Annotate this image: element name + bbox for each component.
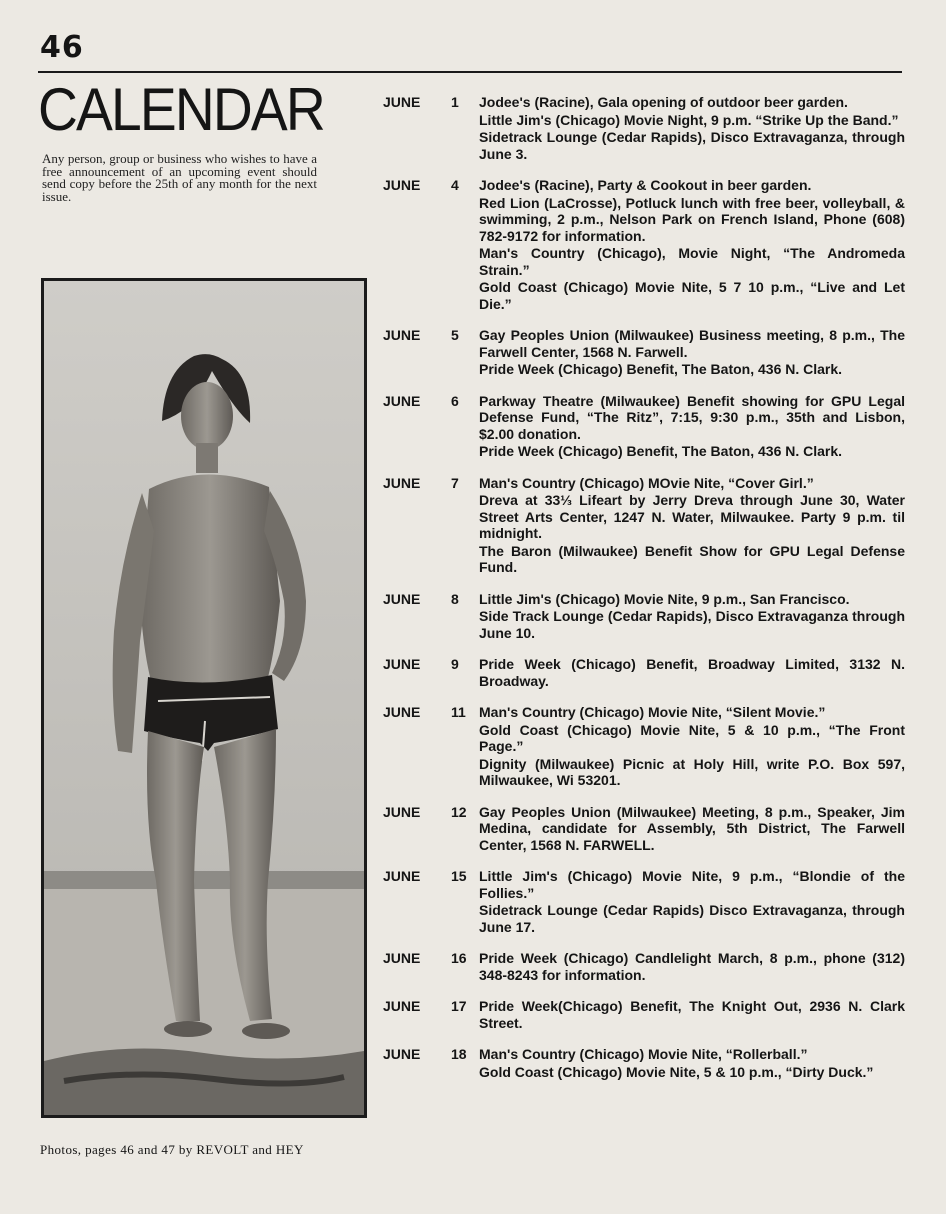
- entry-date: [383, 868, 479, 936]
- event-text: Man's Country (Chicago) MOvie Nite, “Cover Girl.”: [479, 474, 814, 491]
- event-text: Pride Week (Chicago) Candlelight March, 8 p.m., phone (312) 348-8243 for information.: [479, 950, 905, 983]
- entry-events: [479, 950, 905, 984]
- calendar-entry: [383, 998, 905, 1032]
- entry-month: JUNE: [383, 704, 421, 720]
- entry-month: JUNE: [383, 950, 421, 966]
- calendar-entry: [383, 1046, 905, 1081]
- entry-day: 6: [451, 392, 459, 409]
- entry-month: JUNE: [383, 868, 421, 884]
- event-text: Man's Country (Chicago) Movie Nite, “Rollerball.”: [479, 1046, 808, 1062]
- calendar-entry: [383, 591, 905, 643]
- entry-date: [383, 475, 479, 577]
- entry-day: 15: [451, 868, 467, 884]
- calendar-entry: [383, 177, 905, 313]
- entry-month: JUNE: [383, 998, 421, 1014]
- entry-day: 1: [451, 94, 459, 110]
- event-text: The Baron (Milwaukee) Benefit Show for GPU Legal Defense Fund.: [479, 542, 905, 575]
- event-text: Gold Coast (Chicago) Movie Nite, 5 7 10 p.m., “Live and Let Die.”: [479, 279, 905, 312]
- entry-events: [479, 591, 905, 643]
- entry-month: JUNE: [383, 177, 421, 193]
- event-text: Little Jim's (Chicago) Movie Night, 9 p.m. “Strike Up the Band.”: [479, 111, 899, 128]
- event-text: Side Track Lounge (Cedar Rapids), Disco Extravaganza through June 10.: [479, 608, 905, 641]
- entry-date: [383, 591, 479, 643]
- event-text: Pride Week (Chicago) Benefit, The Baton, 436 N. Clark.: [479, 443, 843, 459]
- entry-events: [479, 1046, 905, 1081]
- calendar-entry: [383, 327, 905, 379]
- entry-events: [479, 177, 905, 313]
- entry-date: [383, 177, 479, 313]
- entry-month: JUNE: [383, 474, 421, 491]
- entry-date: [383, 327, 479, 379]
- photo-illustration: [44, 281, 364, 1115]
- calendar-entry: [383, 393, 905, 461]
- calendar-list: [383, 94, 905, 1095]
- event-text: Gold Coast (Chicago) Movie Nite, 5 & 10 p.m., “Dirty Duck.”: [479, 1063, 874, 1080]
- page-title: CALENDAR: [38, 76, 324, 143]
- entry-day: 17: [451, 998, 467, 1014]
- entry-events: [479, 804, 905, 855]
- entry-month: JUNE: [383, 803, 421, 820]
- entry-events: [479, 327, 905, 379]
- entry-day: 12: [451, 803, 467, 820]
- event-text: Jodee's (Racine), Gala opening of outdoor beer garden.: [479, 94, 848, 110]
- event-text: Little Jim's (Chicago) Movie Nite, 9 p.m., San Francisco.: [479, 590, 850, 607]
- entry-date: [383, 656, 479, 690]
- event-text: Sidetrack Lounge (Cedar Rapids), Disco Extravaganza, through June 3.: [479, 129, 905, 162]
- entry-events: [479, 868, 905, 936]
- event-text: Little Jim's (Chicago) Movie Nite, 9 p.m., “Blondie of the Follies.”: [479, 868, 905, 901]
- event-text: Gold Coast (Chicago) Movie Nite, 5 & 10 p.m., “The Front Page.”: [479, 721, 905, 754]
- entry-date: [383, 393, 479, 461]
- entry-month: JUNE: [383, 590, 421, 607]
- entry-month: JUNE: [383, 327, 421, 343]
- event-text: Man's Country (Chicago) Movie Nite, “Silent Movie.”: [479, 704, 826, 720]
- entry-day: 5: [451, 327, 459, 343]
- entry-events: [479, 475, 905, 577]
- entry-date: [383, 94, 479, 163]
- event-text: Pride Week(Chicago) Benefit, The Knight Out, 2936 N. Clark Street.: [479, 998, 905, 1031]
- calendar-entry: [383, 950, 905, 984]
- entry-day: 11: [451, 704, 466, 720]
- calendar-entry: [383, 804, 905, 855]
- entry-date: [383, 1046, 479, 1081]
- event-text: Dignity (Milwaukee) Picnic at Holy Hill, write P.O. Box 597, Milwaukee, Wi 53201.: [479, 755, 905, 788]
- event-text: Gay Peoples Union (Milwaukee) Meeting, 8 p.m., Speaker, Jim Medina, candidate for Assembly, 5th District, The Farwell Center, 1568 N. FARWELL.: [479, 803, 905, 853]
- entry-date: [383, 804, 479, 855]
- event-text: Man's Country (Chicago), Movie Night, “The Andromeda Strain.”: [479, 245, 905, 278]
- calendar-entry: [383, 94, 905, 163]
- event-text: Gay Peoples Union (Milwaukee) Business meeting, 8 p.m., The Farwell Center, 1568 N. Farwell.: [479, 327, 905, 360]
- entry-events: [479, 656, 905, 690]
- photo-credit: Photos, pages 46 and 47 by REVOLT and HEY: [40, 1142, 304, 1157]
- entry-date: [383, 998, 479, 1032]
- event-text: Parkway Theatre (Milwaukee) Benefit showing for GPU Legal Defense Fund, “The Ritz”, 7:15, 9:30 p.m., 35th and Lisbon, $2.00 donation.: [479, 392, 905, 442]
- event-text: Pride Week (Chicago) Benefit, The Baton, 436 N. Clark.: [479, 361, 843, 377]
- entry-date: [383, 704, 479, 790]
- calendar-entry: [383, 475, 905, 577]
- entry-month: JUNE: [383, 94, 421, 110]
- entry-events: [479, 393, 905, 461]
- entry-events: [479, 94, 905, 163]
- entry-day: 4: [451, 177, 459, 193]
- event-text: Sidetrack Lounge (Cedar Rapids) Disco Extravaganza, through June 17.: [479, 902, 905, 935]
- event-text: Pride Week (Chicago) Benefit, Broadway Limited, 3132 N. Broadway.: [479, 656, 905, 689]
- entry-month: JUNE: [383, 656, 421, 672]
- entry-date: [383, 950, 479, 984]
- calendar-entry: [383, 656, 905, 690]
- entry-day: 8: [451, 590, 459, 607]
- event-text: Red Lion (LaCrosse), Potluck lunch with free beer, volleyball, & swimming, 2 p.m., Nelson Park on French Island, Phone (608) 782-9172 for information.: [479, 194, 905, 244]
- intro-paragraph: Any person, group or business who wishes to have a free announcement of an upcoming event should send copy before the 25th of any month for the next issue.: [42, 151, 317, 204]
- entry-day: 7: [451, 474, 459, 491]
- calendar-entry: [383, 704, 905, 790]
- photo: [41, 278, 367, 1118]
- entry-day: 18: [451, 1046, 467, 1062]
- entry-events: [479, 998, 905, 1032]
- header-rule: [38, 71, 902, 73]
- event-text: Jodee's (Racine), Party & Cookout in beer garden.: [479, 177, 812, 193]
- entry-events: [479, 704, 905, 790]
- entry-day: 9: [451, 656, 459, 672]
- entry-month: JUNE: [383, 1046, 421, 1062]
- entry-month: JUNE: [383, 392, 421, 409]
- event-text: Dreva at 33⅓ Lifeart by Jerry Dreva through June 30, Water Street Arts Center, 1247 N. Water, Milwaukee. Party 9 p.m. til midnight.: [479, 492, 905, 541]
- page-number: 46: [40, 30, 84, 65]
- calendar-entry: [383, 868, 905, 936]
- entry-day: 16: [451, 950, 467, 966]
